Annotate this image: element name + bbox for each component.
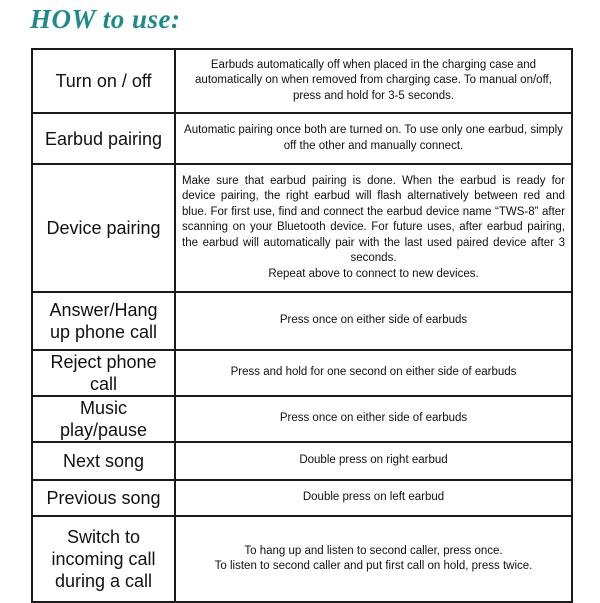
description-cell: Press once on either side of earbuds bbox=[175, 396, 572, 442]
description-cell: Double press on right earbud bbox=[175, 442, 572, 480]
table-row bbox=[32, 164, 572, 292]
function-cell: Device pairing bbox=[32, 164, 175, 292]
description-cell bbox=[175, 164, 572, 292]
function-cell: Earbud pairing bbox=[32, 113, 175, 164]
function-cell: Previous song bbox=[32, 480, 175, 516]
function-cell: Next song bbox=[32, 442, 175, 480]
function-cell: Answer/Hang up phone call bbox=[32, 292, 175, 350]
description-text: To hang up and listen to second caller, press once. bbox=[244, 544, 503, 557]
description-cell: Press once on either side of earbuds bbox=[175, 292, 572, 350]
description-cell: Earbuds automatically off when placed in the charging case and automatically on when removed from charging case. To manual on/off, press and hold for 3-5 seconds. bbox=[175, 49, 572, 113]
table-row bbox=[32, 396, 572, 442]
function-cell: Music play/pause bbox=[32, 396, 175, 442]
table-row bbox=[32, 292, 572, 350]
description-cell: Double press on left earbud bbox=[175, 480, 572, 516]
table-row bbox=[32, 49, 572, 113]
function-cell: Switch to incoming call during a call bbox=[32, 516, 175, 602]
table-row bbox=[32, 480, 572, 516]
table-row bbox=[32, 516, 572, 602]
table-row bbox=[32, 113, 572, 164]
description-cell bbox=[175, 516, 572, 602]
description-cell: Automatic pairing once both are turned on. To use only one earbud, simply off the other and manually connect. bbox=[175, 113, 572, 164]
function-cell: Turn on / off bbox=[32, 49, 175, 113]
description-extra-text: To listen to second caller and put first call on hold, press twice. bbox=[214, 560, 533, 572]
instructions-table bbox=[31, 48, 573, 603]
description-cell: Press and hold for one second on either side of earbuds bbox=[175, 350, 572, 396]
description-extra-text: Repeat above to connect to new devices. bbox=[268, 267, 479, 280]
table-row bbox=[32, 442, 572, 480]
function-cell: Reject phone call bbox=[32, 350, 175, 396]
description-text: Make sure that earbud pairing is done. When the earbud is ready for device pairing, the right earbud will flash alternatively between red and blue. For first use, find and connect the earbud device name “TWS-8” after scanning on your Bluetooth device. For future uses, after earbud pairing, the earbud will automatically pair with the last used paired device after 3 seconds. bbox=[182, 174, 565, 265]
page-title: HOW to use: bbox=[30, 4, 181, 34]
table-row bbox=[32, 350, 572, 396]
